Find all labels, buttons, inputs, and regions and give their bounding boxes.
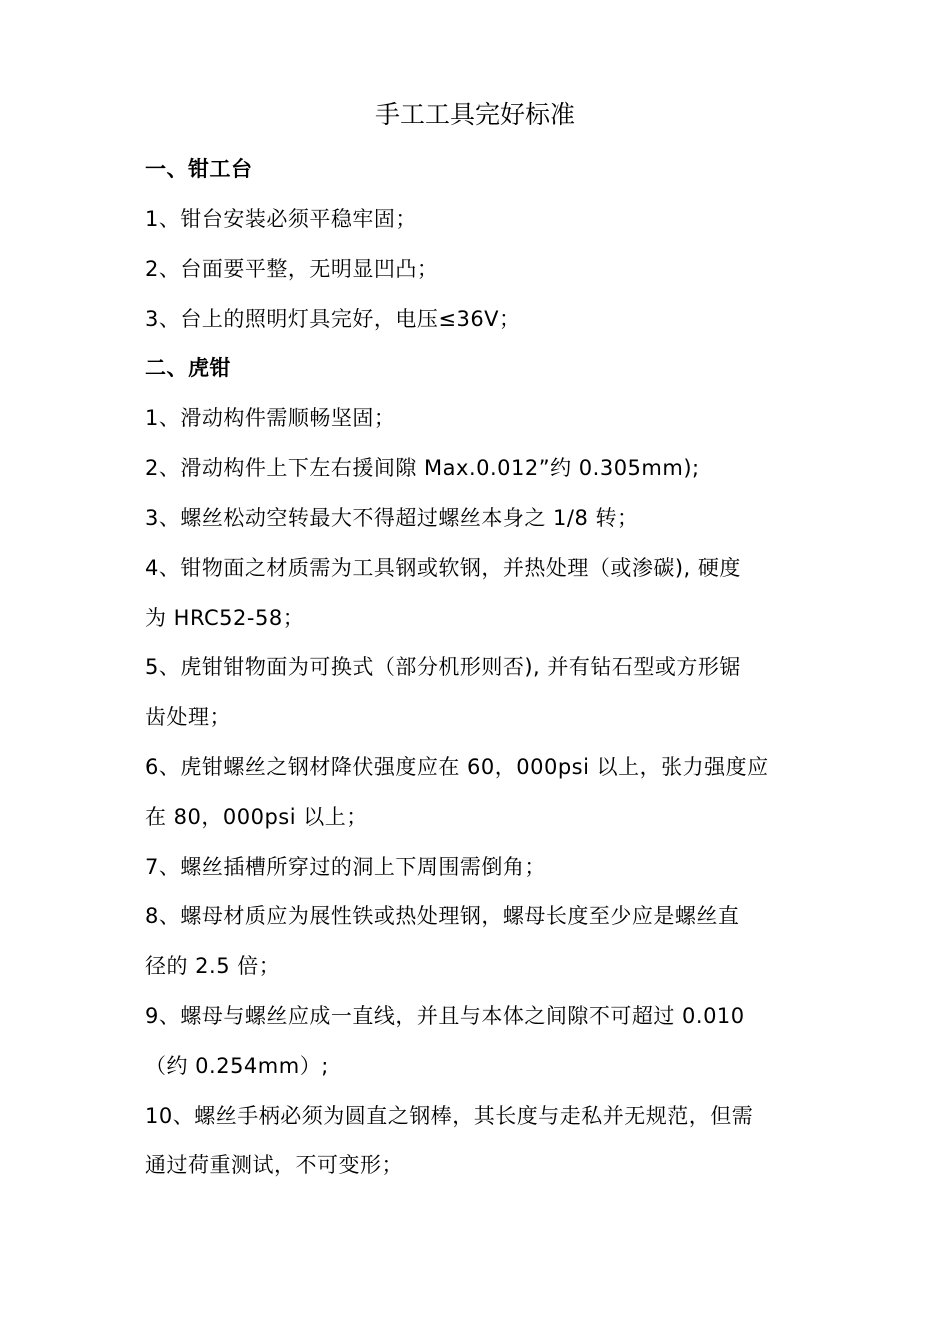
vise-item-5-continued: 齿处理； [145, 705, 231, 729]
workbench-item-3: 3、台上的照明灯具完好，电压≤36V； [145, 307, 521, 331]
vise-item-8: 8、螺母材质应为展性铁或热处理钢，螺母长度至少应是螺丝直 [145, 904, 740, 928]
vise-item-9-continued: （约 0.254mm）; [145, 1054, 329, 1078]
vise-item-4-continued: 为 HRC52-58； [145, 606, 305, 630]
section-heading-vise: 二、虎钳 [145, 356, 231, 380]
vise-item-6-continued: 在 80，000psi 以上； [145, 805, 368, 829]
section-heading-workbench: 一、钳工台 [145, 157, 253, 181]
vise-item-7: 7、螺丝插槽所穿过的洞上下周围需倒角； [145, 855, 546, 879]
document-title: 手工工具完好标准 [374, 100, 575, 129]
vise-item-10: 10、螺丝手柄必须为圆直之钢棒，其长度与走私并无规范，但需 [145, 1104, 754, 1128]
vise-item-8-continued: 径的 2.5 倍； [145, 954, 281, 978]
vise-item-6: 6、虎钳螺丝之钢材降伏强度应在 60，000psi 以上，张力强度应 [145, 755, 769, 779]
vise-item-10-continued: 通过荷重测试，不可变形； [145, 1153, 403, 1177]
workbench-item-2: 2、台面要平整，无明显凹凸； [145, 257, 439, 281]
vise-item-5: 5、虎钳钳物面为可换式（部分机形则否), 并有钻石型或方形锯 [145, 655, 741, 679]
vise-item-1: 1、滑动构件需顺畅坚固； [145, 406, 396, 430]
vise-item-4: 4、钳物面之材质需为工具钢或软钢，并热处理（或渗碳), 硬度 [145, 556, 741, 580]
workbench-item-1: 1、钳台安装必须平稳牢固； [145, 207, 417, 231]
vise-item-3: 3、螺丝松动空转最大不得超过螺丝本身之 1/8 转； [145, 506, 639, 530]
vise-item-9: 9、螺母与螺丝应成一直线，并且与本体之间隙不可超过 0.010 [145, 1004, 745, 1028]
vise-item-2: 2、滑动构件上下左右援间隙 Max.0.012”约 0.305mm); [145, 456, 700, 480]
